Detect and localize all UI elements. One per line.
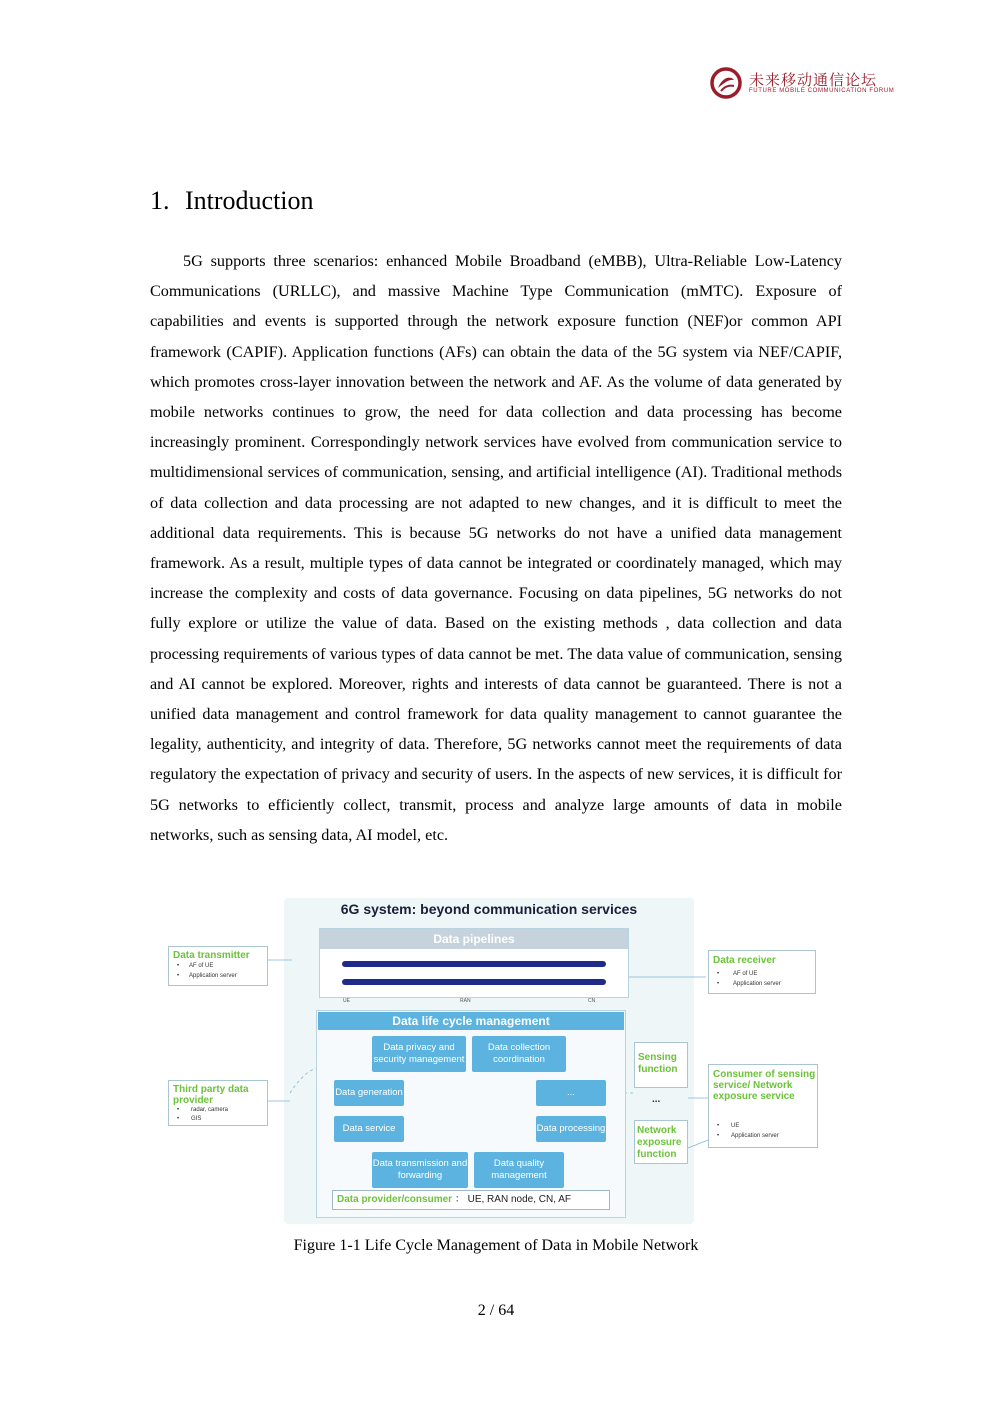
pipeline-bar bbox=[342, 961, 606, 967]
consumer-title: Consumer of sensing service/ Network exposure service bbox=[713, 1069, 816, 1102]
pipelines-heading: Data pipelines bbox=[320, 929, 628, 949]
section-title: Introduction bbox=[185, 186, 314, 215]
receiver-title: Data receiver bbox=[713, 955, 776, 966]
third-party-box bbox=[168, 1080, 268, 1126]
third-party-item: radar, camera bbox=[191, 1107, 229, 1113]
intro-paragraph: 5G supports three scenarios: enhanced Mobile Broadband (eMBB), Ultra-Reliable Low-Latency Communications (URLLC), and massive Machine Type Communication (mMTC). Exposure of capabilities and events is supported through the network exposure function (NEF)or common API framework (CAPIF). Application functions (AFs) can obtain the data of the 5G system via NEF/CAPIF, which promotes cross-layer innovation between the network and AF. As the volume of data generated by mobile networks continues to grow, the need for data collection and data processing has become increasingly prominent. Correspondingly network services have evolved from communication service to multidimensional services of communication, sensing, and artificial intelligence (AI). Traditional methods of data collection and data processing are not adapted to new changes, and it is difficult to meet the additional data requirements. This is because 5G networks do not have a unified data management framework. As a result, multiple types of data cannot be integrated or coordinately managed, which may increase the complexity and costs of data governance. Focusing on data pipelines, 5G networks do not fully explore or utilize the value of data. Based on the existing methods , data collection and data processing requirements of various types of data cannot be met. The data value of communication, sensing and AI cannot be explored. Moreover, rights and interests of data cannot be guaranteed. There is not a unified data management and control framework for data quality management to cannot guarantee the legality, authenticity, and integrity of data. Therefore, 5G networks cannot meet the requirements of data regulatory the expectation of privacy and security of users. In the aspects of new services, it is difficult for 5G networks to efficiently collect, transmit, process and analyze large amounts of data in mobile networks, such as sensing data, AI model, etc. bbox=[150, 252, 842, 844]
section-heading bbox=[150, 186, 314, 216]
transmitter-title: Data transmitter bbox=[173, 950, 250, 961]
lcm-panel bbox=[316, 1010, 626, 1218]
tick-label-ran: RAN bbox=[460, 998, 471, 1004]
page-number: 2 / 64 bbox=[477, 1302, 515, 1319]
section-number: 1. bbox=[150, 186, 170, 215]
third-party-item: GIS bbox=[191, 1116, 202, 1122]
transmitter-item: Application server bbox=[189, 973, 237, 979]
consumer-item: Application server bbox=[731, 1133, 779, 1139]
sensing-function-box bbox=[634, 1042, 688, 1088]
third-party-item-bullet: • bbox=[177, 1116, 180, 1122]
logo-chinese-text: 未来移动通信论坛 bbox=[749, 71, 878, 89]
forum-logo-icon bbox=[709, 66, 743, 100]
transmitter-box bbox=[168, 946, 268, 986]
provider-value: ： UE, RAN node, CN, AF bbox=[454, 1194, 571, 1205]
consumer-item-bullet: • bbox=[717, 1123, 720, 1129]
third-party-title: Third party data provider bbox=[173, 1084, 249, 1106]
consumer-item: UE bbox=[731, 1123, 740, 1129]
lcm-heading: Data life cycle management bbox=[318, 1012, 624, 1030]
tick-label-cn: CN bbox=[588, 998, 596, 1004]
node-generation: Data generation bbox=[334, 1080, 404, 1106]
provider-consumer-bar bbox=[332, 1190, 610, 1210]
nef-label: Network exposure function bbox=[637, 1125, 682, 1160]
transmitter-item: AF of UE bbox=[189, 963, 214, 969]
pipeline-bar bbox=[342, 979, 606, 985]
transmitter-item-bullet: • bbox=[177, 973, 180, 979]
ellipsis-dots: ... bbox=[652, 1094, 661, 1105]
sensing-function-label: Sensing function bbox=[638, 1052, 678, 1075]
pipelines-panel bbox=[319, 928, 629, 998]
node-processing: Data processing bbox=[536, 1116, 606, 1142]
node-quality: Data quality management bbox=[474, 1152, 564, 1188]
transmitter-item-bullet: • bbox=[177, 963, 180, 969]
node-privacy: Data privacy and security management bbox=[372, 1036, 466, 1072]
body-text bbox=[150, 246, 842, 850]
node-collection: Data collection coordination bbox=[472, 1036, 566, 1072]
diagram-title: 6G system: beyond communication services bbox=[340, 901, 638, 917]
provider-label: Data provider/consumer bbox=[337, 1194, 453, 1205]
nef-box bbox=[634, 1120, 688, 1164]
node-transmission: Data transmission and forwarding bbox=[372, 1152, 468, 1188]
third-party-item-bullet: • bbox=[177, 1107, 180, 1113]
consumer-box bbox=[708, 1064, 818, 1148]
header-logo bbox=[709, 66, 895, 100]
receiver-item: Application server bbox=[733, 981, 781, 987]
figure-lifecycle-diagram bbox=[160, 898, 832, 1226]
receiver-item-bullet: • bbox=[717, 981, 720, 987]
consumer-item-bullet: • bbox=[717, 1133, 720, 1139]
node-ellipsis: ... bbox=[536, 1080, 606, 1106]
receiver-item-bullet: • bbox=[717, 971, 720, 977]
figure-caption: Figure 1-1 Life Cycle Management of Data in Mobile Network bbox=[293, 1237, 699, 1254]
receiver-box bbox=[708, 950, 816, 994]
node-service: Data service bbox=[334, 1116, 404, 1142]
logo-english-text: FUTURE MOBILE COMMUNICATION FORUM bbox=[749, 88, 895, 94]
receiver-item: AF of UE bbox=[733, 971, 758, 977]
tick-label-ue: UE bbox=[343, 998, 350, 1004]
